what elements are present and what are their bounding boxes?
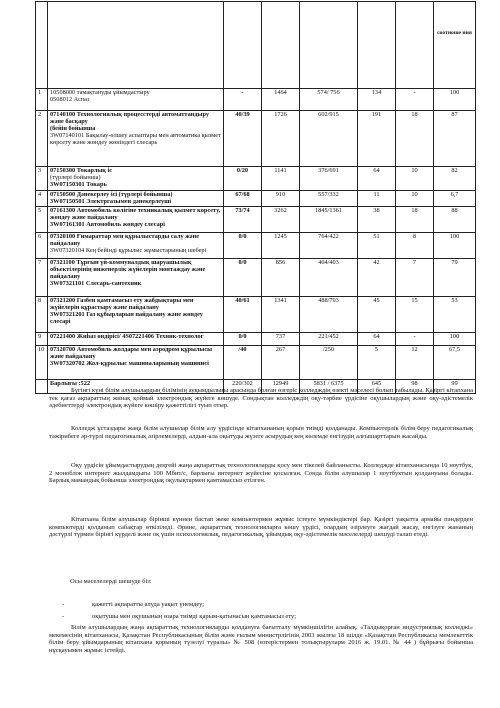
value-cell: /250 — [300, 346, 358, 380]
specialty-line: 07161300 Автомобиль көлігіне техникалық қызмет көрсету, жөндеу және пайдалану — [50, 207, 221, 222]
paragraph-2: Колледж ұстаздары жаңа білім алушылар білім алу үрдісінде кітапхананың қорын тиімді қолданады. Компьютерлік білім беру педагогикалық тәжірибеге әр-түрлі педагогикалық әзірлемелерді, алдын-ала оқытуды жүзеге асырудың кең көлемде енгізудің алғышарттарын жасайды. — [49, 425, 473, 440]
table-row — [36, 111, 476, 167]
specialty-cell — [48, 207, 224, 233]
value-cell: 45 — [358, 297, 396, 333]
value-cell: 0/0 — [224, 259, 262, 297]
specialty-cell — [48, 333, 224, 346]
specialty-cell — [48, 89, 224, 111]
specialty-line: 07150300 Токарлық іс — [50, 167, 113, 174]
row-number-cell: 7 — [36, 259, 48, 297]
row-number-cell: 8 — [36, 297, 48, 333]
value-cell: 38 — [358, 207, 396, 233]
specialty-line: 10508000 тамақтануды ұйымдастыру — [50, 89, 150, 96]
value-cell: 100 — [434, 333, 476, 346]
value-cell: 0/20 — [224, 167, 262, 191]
value-cell: 737 — [262, 333, 300, 346]
specialty-cell — [48, 167, 224, 191]
value-cell: 5 — [358, 346, 396, 380]
total-label: Барлығы :522 — [48, 380, 224, 394]
value-cell: - — [224, 89, 262, 111]
specialty-line: 0508012 Аспаз — [50, 96, 90, 104]
value-cell: 0/0 — [224, 333, 262, 346]
value-cell: 79 — [434, 259, 476, 297]
row-number-cell: 1 — [36, 89, 48, 111]
table-row — [36, 333, 476, 346]
value-cell: 856 — [262, 259, 300, 297]
value-cell: 88 — [434, 207, 476, 233]
value-cell: 602/915 — [300, 111, 358, 167]
specialty-line: 07221400 Жиһаз өндірісі/ 4S07221406 Техник-технолог — [50, 333, 204, 340]
value-cell: 42 — [358, 259, 396, 297]
value-cell: 40/61 — [224, 297, 262, 333]
value-cell: 221/452 — [300, 333, 358, 346]
table-row — [36, 89, 476, 111]
specialty-cell — [48, 346, 224, 380]
value-cell: 10 — [396, 167, 434, 191]
specialty-line: 3W07320702 Жол-құрылыс машиналарының машинисі — [50, 360, 209, 368]
value-cell: 1245 — [262, 233, 300, 259]
specialty-line: 07320700 Автомобиль жолдары мен аэродром құрылысы және пайдалану — [50, 346, 213, 361]
value-cell: 18 — [396, 207, 434, 233]
value-cell: 15 — [396, 297, 434, 333]
total-value: 5831 / 6375 — [300, 380, 358, 394]
row-number-cell: 10 — [36, 346, 48, 380]
value-cell: 12 — [396, 346, 434, 380]
value-cell: 67/68 — [224, 191, 262, 207]
value-cell: 557/332 — [300, 191, 358, 207]
value-cell: 40/39 — [224, 111, 262, 167]
specialty-line: (түрлері бойынша) — [50, 174, 101, 182]
specialties-table — [35, 1, 476, 394]
value-cell: 8 — [396, 233, 434, 259]
value-cell: 10 — [396, 191, 434, 207]
specialty-line: 07140100 Технологиялық процесстерді автоматтандыру — [50, 111, 210, 118]
total-value: 99 — [434, 380, 476, 394]
paragraph-3: Оқу үрдісін ұйымдастырудың деңгейі жаңа ақпараттық технологияларды қосу мен тікелей байланысты. Колледжде кітапханасында 10 ноутбук, 2 моноблок интернет жылдамдығы 100 Мбит/с, барлығы интернет жүйесіне қосылған. Сонда білім алушылар 1 ноутбуктын қолдануына болады. Барлық мамандық бойынша электрондық оқулықтармен қамтамассыз етілген. — [49, 462, 473, 485]
specialty-cell — [48, 191, 224, 207]
table-row — [36, 259, 476, 297]
specialty-cell — [48, 233, 224, 259]
value-cell: 7 — [396, 259, 434, 297]
specialty-line: 3W07150301 Токарь — [50, 181, 107, 189]
dash-bullet-1: - — [62, 601, 65, 608]
total-empty-cell — [36, 380, 48, 394]
value-cell: 100 — [434, 89, 476, 111]
specialty-line: 07320100 Ғимараттар мен құрылыстарды салу және пайдалану — [50, 233, 200, 248]
value-cell: 1464 — [262, 89, 300, 111]
specialty-line: және басқару — [50, 118, 88, 126]
specialty-line: 07321200 Газбен қамтамасыз ету жабдықтары мен жүйелерін құрастыру және пайдалану — [50, 297, 194, 312]
table-row — [36, 233, 476, 259]
value-cell: 134 — [358, 89, 396, 111]
total-value: 645 — [358, 380, 396, 394]
value-cell: 6,7 — [434, 191, 476, 207]
specialty-line: 3W07321101 Слесарь-сантехник — [50, 280, 142, 288]
specialty-line: 3W07320104 Кең бейінді құрылыс жұмыстарының шебері — [50, 247, 207, 255]
value-cell: /40 — [224, 346, 262, 380]
header-note: соотноше ния — [434, 2, 476, 89]
specialty-line: 07150500 Дәнекерлеу ісі (түрлері бойынша) — [50, 191, 173, 198]
specialty-line: 07321100 Тұрғын үй-коммуналдық шаруашылық объектілерінің инженерлік жүйелерін монтаждау және пайдалану — [50, 259, 206, 281]
value-cell: 73/74 — [224, 207, 262, 233]
value-cell: 191 — [358, 111, 396, 167]
value-cell: 910 — [262, 191, 300, 207]
specialty-line: 3W07161301 Автомобиль жөндеу слесарі — [50, 221, 165, 229]
paragraph-6: Білім алушылардың жаңа ақпараттық технологияларды қолдануға бағытталу мүмкіншілігін алайық. «Талдықорған индустриялық колледжі» мекемесінің кітапханасы, Қазақстан Республикасының білім және ғылым министрлігінің 2003 жылғы 18 шілде «Қазақстан Республикасы мемлекеттік білім беру ұйымдарының кітапхана қорының түзелуі туралы» № 508 (өзгерістермен толықтыруларм 2016 ж. 19.01. № 44 ) бұйрығы бойынша нұсқауымен жұмыс істейді. — [49, 624, 473, 654]
value-cell: 64 — [358, 333, 396, 346]
value-cell: 3262 — [262, 207, 300, 233]
value-cell: 1845/1361 — [300, 207, 358, 233]
value-cell: - — [396, 89, 434, 111]
value-cell: 67,5 — [434, 346, 476, 380]
total-value: 12949 — [262, 380, 300, 394]
specialty-line: 3W07321201 Газ құбырларын пайдалану және жөндеу слесарі — [50, 311, 203, 326]
total-value: 98 — [396, 380, 434, 394]
value-cell: 53 — [434, 297, 476, 333]
value-cell: 0/0 — [224, 233, 262, 259]
value-cell: 64 — [358, 167, 396, 191]
specialty-cell — [48, 259, 224, 297]
table-row — [36, 167, 476, 191]
dash-bullet-2: - — [62, 613, 65, 620]
value-cell: 1341 — [262, 297, 300, 333]
value-cell: 574/ 756 — [300, 89, 358, 111]
row-number-cell: 3 — [36, 167, 48, 191]
value-cell: 82 — [434, 167, 476, 191]
row-number-cell: 4 — [36, 191, 48, 207]
table-header-row — [36, 2, 476, 89]
total-value: 220/302 — [224, 380, 262, 394]
value-cell: 488/793 — [300, 297, 358, 333]
value-cell: 100 — [434, 233, 476, 259]
table-row — [36, 207, 476, 233]
value-cell: - — [396, 333, 434, 346]
value-cell: 267 — [262, 346, 300, 380]
value-cell: 764/422 — [300, 233, 358, 259]
table-body — [36, 2, 476, 394]
row-number-cell: 6 — [36, 233, 48, 259]
value-cell: 11 — [358, 191, 396, 207]
specialty-line: (бейін бойынша — [50, 125, 96, 133]
paragraph-4: Кітапхана білім алушылар біріншi күннен бастап жеке компьютермен жұмыс істеуге мүмкіндіктері бар. Қазіргі уақытта арнайы пәндерден компьютерді қолданып сабақтар өткізіледі. Әрине, ақпараттық технологияларға көшу үрдісі, олардың әзірлеуге жағдай жасау, енгізуге жананың дәстүрлі түрмен бірінгі күрделі және оқ үшін психологиялық, педагогикалық, ұйымдық оқу-әдістемелік мәселелерді шешуді талап етеді. — [49, 516, 473, 539]
list-item-1: қажетті ақпаратты алуда уақыт үнемдеу; — [92, 601, 205, 608]
list-item-2: оқытушы мен оқушының өзара тиімді қарым-қатынасын қамтамасыз ету; — [92, 613, 297, 620]
table-row — [36, 191, 476, 207]
specialty-line: 3W07140101 Бақылау-өлшеу аспаптары мен автоматика қызмет көрсету және жөндеу жөніндегі слесарь — [50, 132, 221, 147]
paragraph-5: Осы мәселелерді шешуде біз: — [70, 578, 152, 585]
row-number-cell: 5 — [36, 207, 48, 233]
paragraph-1: Бүгінгі күні білім алушылардың білімінің ауқымдылығы арасында болған өзгеріс колледждің өзекті мәселесі болып табылады. Қазіргі кітапхана тек қағаз ақпараттың жинақ қоймай электрондық жүйеге көшуде. Сондықтан колледждің оқу-тәрбие үрдісіне оқушылардың және оқу-әдістемелік әдебиеттерді электрондық жүйеге көшіру қажеттілігі туып отыр. — [49, 387, 473, 410]
value-cell: 404/403 — [300, 259, 358, 297]
table-row — [36, 297, 476, 333]
specialty-cell — [48, 111, 224, 167]
value-cell: 18 — [396, 111, 434, 167]
specialty-line: 3W07150501 Электргазымен дәнекерлеуші — [50, 198, 172, 206]
specialty-cell — [48, 297, 224, 333]
value-cell: 87 — [434, 111, 476, 167]
row-number-cell: 9 — [36, 333, 48, 346]
value-cell: 376/691 — [300, 167, 358, 191]
value-cell: 51 — [358, 233, 396, 259]
value-cell: 1141 — [262, 167, 300, 191]
value-cell: 1726 — [262, 111, 300, 167]
table-row — [36, 346, 476, 380]
row-number-cell: 2 — [36, 111, 48, 167]
